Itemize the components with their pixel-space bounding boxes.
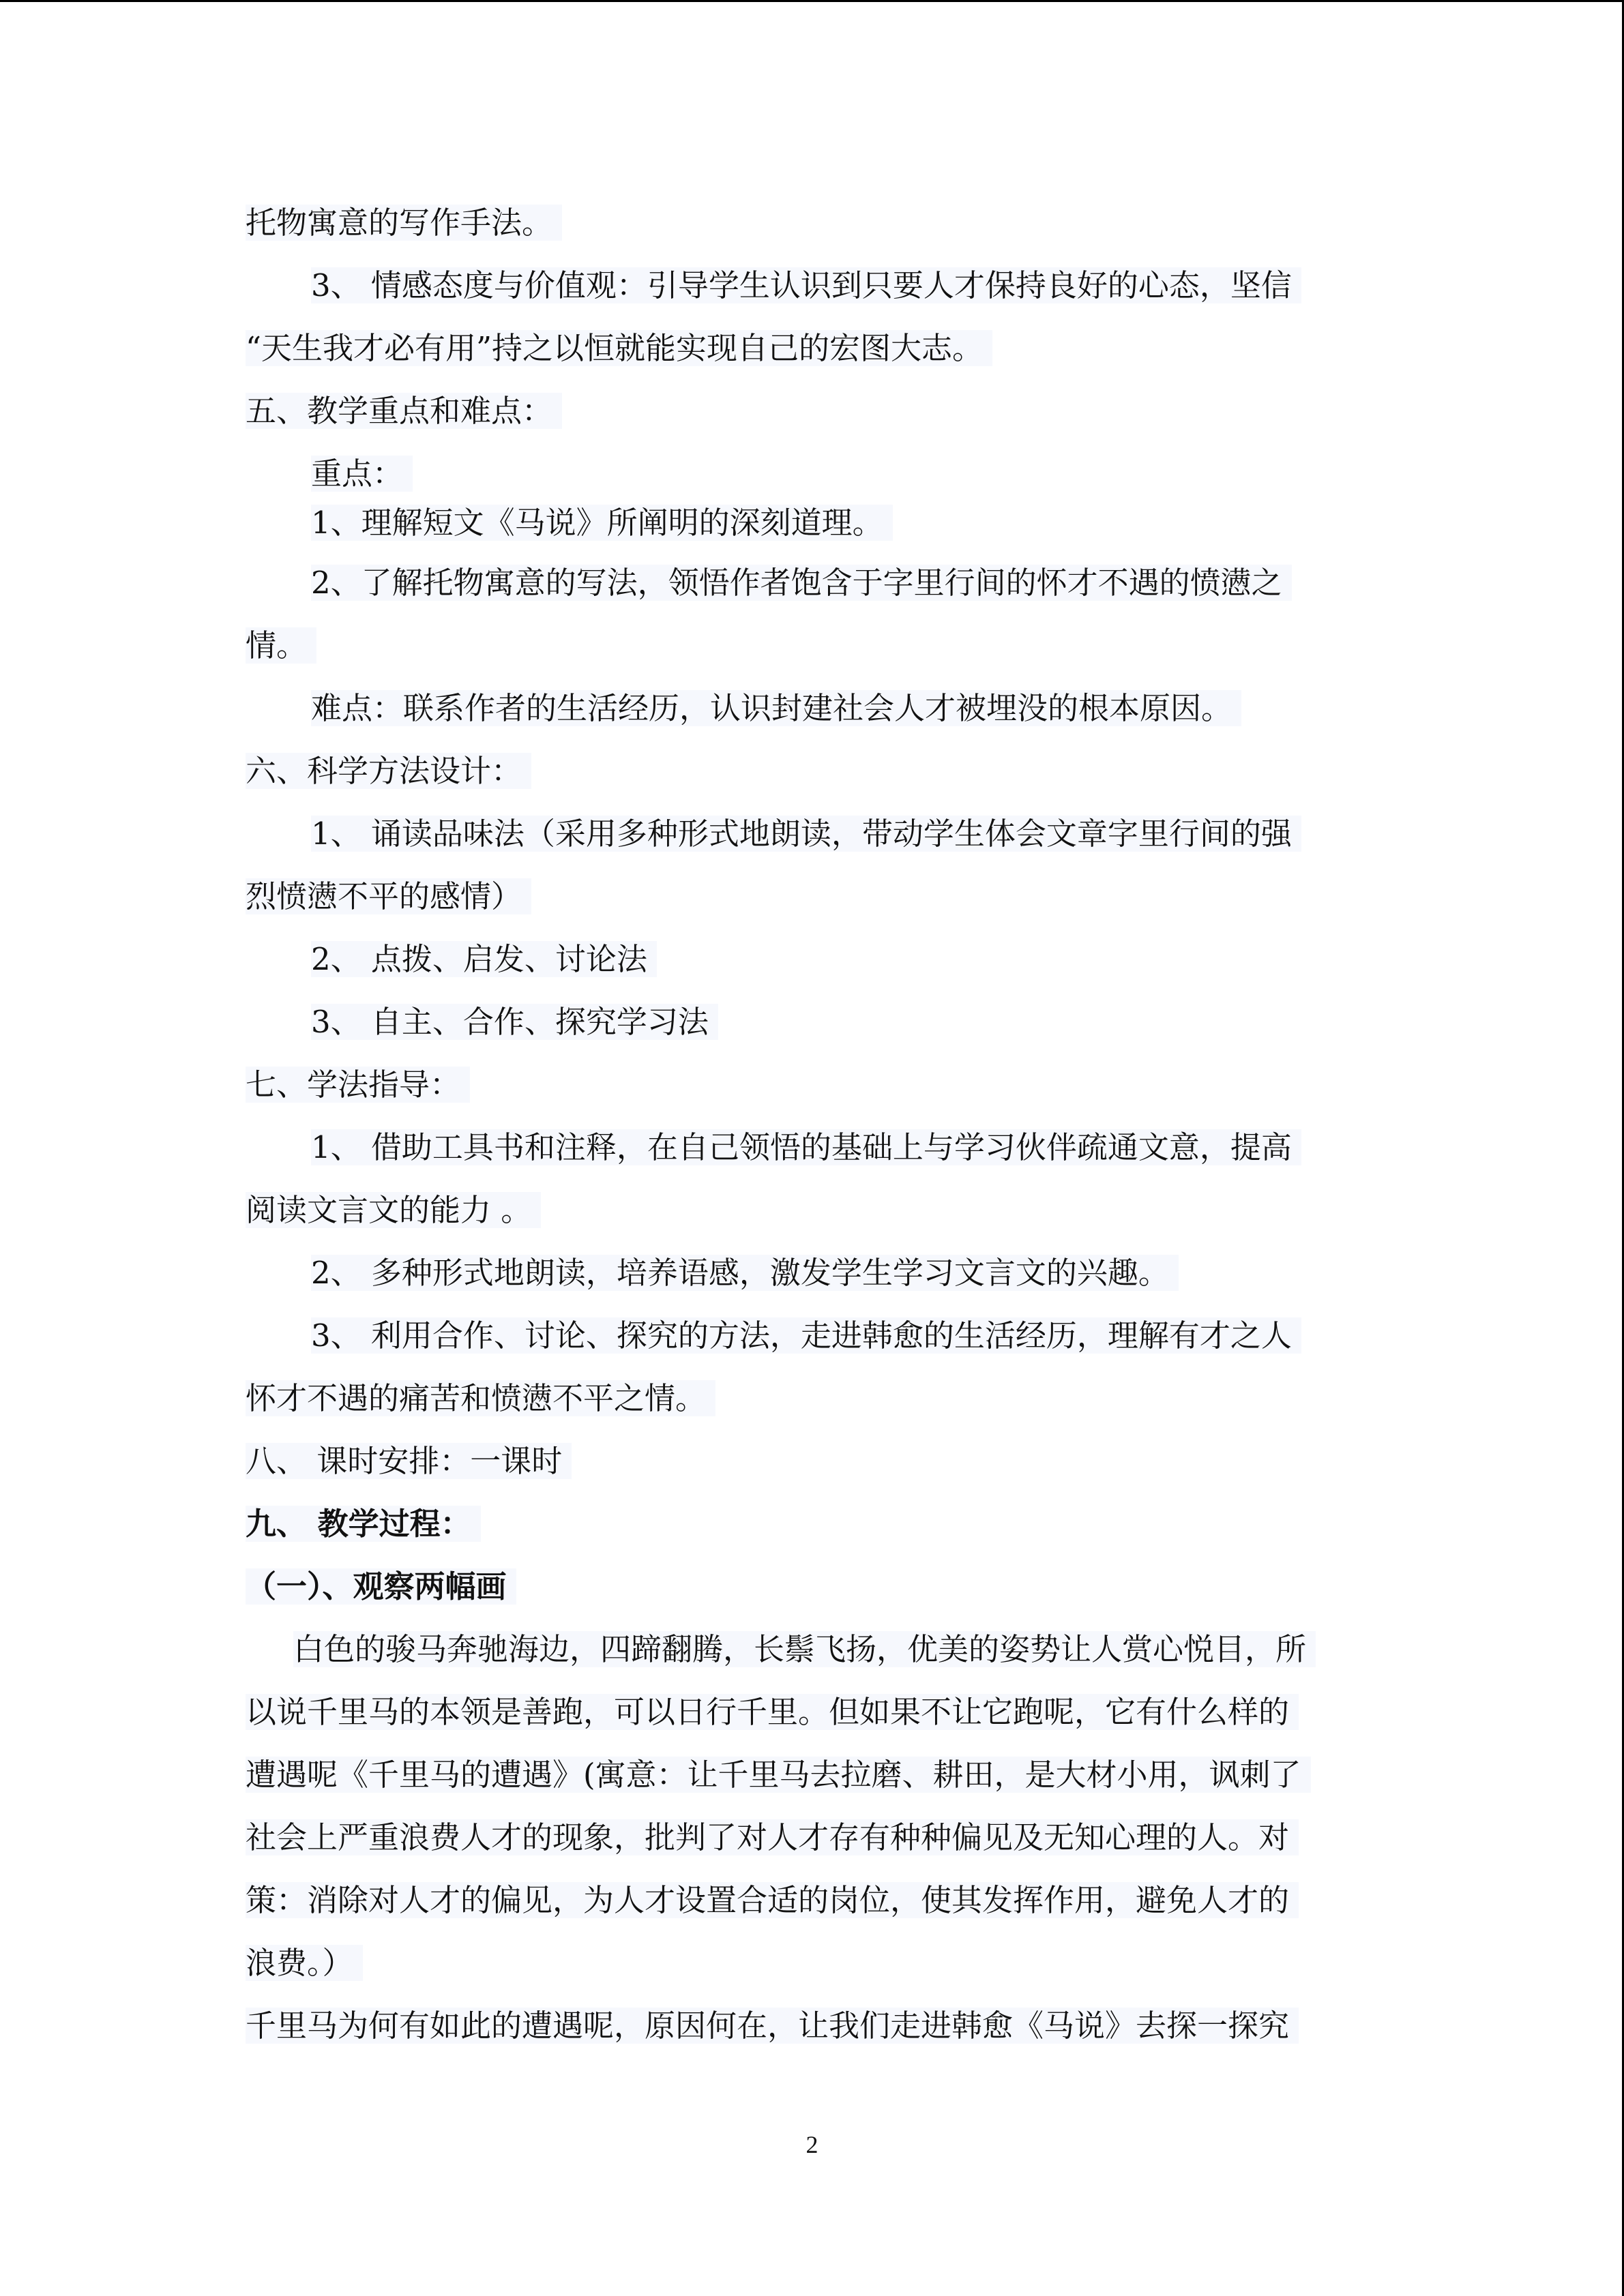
section-heading: 六、科学方法设计： <box>246 749 531 793</box>
text-line: 社会上严重浪费人才的现象，批判了对人才存有种种偏见及无知心理的人。对 <box>246 1816 1299 1860</box>
section-heading: 五、教学重点和难点： <box>246 389 562 433</box>
text-line: 怀才不遇的痛苦和愤懑不平之情。 <box>246 1377 715 1420</box>
page-number: 2 <box>806 2131 818 2158</box>
text-line: 托物寓意的写作手法。 <box>246 201 562 245</box>
text-line: 3、 自主、合作、探究学习法 <box>311 1000 718 1044</box>
text-line: 遭遇呢《千里马的遭遇》(寓意：让千里马去拉磨、耕田，是大材小用，讽刺了 <box>246 1753 1311 1797</box>
top-border <box>0 0 1624 2</box>
text-line: 1、 借助工具书和注释，在自己领悟的基础上与学习伙伴疏通文意，提高 <box>311 1126 1301 1169</box>
text-line: 1、理解短文《马说》所阐明的深刻道理。 <box>311 501 893 545</box>
text-line: 策：消除对人才的偏见，为人才设置合适的岗位，使其发挥作用，避免人才的 <box>246 1879 1299 1922</box>
text-line: 情。 <box>246 624 316 668</box>
text-line: 白色的骏马奔驰海边，四蹄翻腾，长鬃飞扬，优美的姿势让人赏心悦目，所 <box>293 1628 1316 1671</box>
text-line: 千里马为何有如此的遭遇呢，原因何在，让我们走进韩愈《马说》去探一探究 <box>246 2004 1299 2048</box>
text-line: 2、 点拨、启发、讨论法 <box>311 938 657 981</box>
text-line: 2、 多种形式地朗读，培养语感，激发学生学习文言文的兴趣。 <box>311 1251 1179 1295</box>
text-line: “天生我才必有用”持之以恒就能实现自己的宏图大志。 <box>246 327 992 370</box>
text-line: 阅读文言文的能力 。 <box>246 1189 541 1232</box>
text-line: 1、 诵读品味法（采用多种形式地朗读，带动学生体会文章字里行间的强 <box>311 812 1301 856</box>
text-line: 重点： <box>311 452 413 496</box>
subsection-heading: （一）、观察两幅画 <box>246 1565 516 1609</box>
text-line: 3、 利用合作、讨论、探究的方法，走进韩愈的生活经历，理解有才之人 <box>311 1314 1301 1358</box>
section-heading: 七、学法指导： <box>246 1063 470 1107</box>
text-line: 3、 情感态度与价值观：引导学生认识到只要人才保持良好的心态，坚信 <box>311 264 1301 308</box>
section-heading: 八、 课时安排：一课时 <box>246 1440 572 1483</box>
text-line: 烈愤懑不平的感情） <box>246 875 531 919</box>
text-line: 2、了解托物寓意的写法，领悟作者饱含于字里行间的怀才不遇的愤懑之 <box>311 561 1292 605</box>
text-line: 浪费。） <box>246 1941 363 1985</box>
section-heading: 九、 教学过程： <box>246 1502 481 1546</box>
text-line: 以说千里马的本领是善跑，可以日行千里。但如果不让它跑呢，它有什么样的 <box>246 1690 1299 1734</box>
text-line: 难点：联系作者的生活经历，认识封建社会人才被埋没的根本原因。 <box>311 687 1241 730</box>
